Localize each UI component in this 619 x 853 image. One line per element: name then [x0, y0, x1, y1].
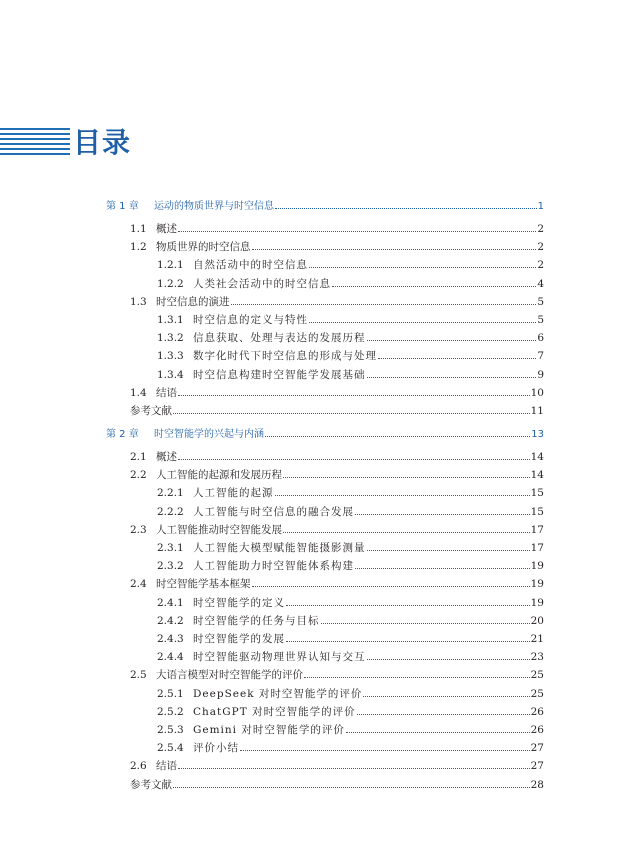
section-title: 参考文献	[130, 405, 172, 417]
section-title: 信息获取、处理与表达的发展历程	[193, 332, 366, 344]
toc-subsection-entry[interactable]	[157, 484, 544, 502]
section-title: 大语言模型对时空智能学的评价	[156, 669, 303, 681]
toc-chapter-entry[interactable]	[106, 426, 544, 444]
dot-leader	[275, 495, 530, 496]
page-number: 6	[537, 332, 544, 344]
page-number: 13	[531, 429, 544, 440]
section-title: 人工智能的起源和发展历程	[156, 469, 282, 481]
page-number: 2	[537, 259, 544, 271]
section-title: 时空智能学的定义	[193, 597, 285, 609]
toc-subsection-entry[interactable]	[157, 739, 544, 757]
section-number: 2.3.1	[157, 542, 184, 554]
page-title: 目录	[73, 126, 132, 159]
dot-leader	[286, 641, 530, 642]
toc-subsection-entry[interactable]	[157, 329, 544, 347]
section-title: 时空智能学基本框架	[156, 578, 251, 590]
section-title: 自然活动中的时空信息	[193, 259, 308, 271]
toc-section-entry[interactable]	[130, 448, 544, 466]
toc-subsection-entry[interactable]	[157, 503, 544, 521]
toc-subsection-entry[interactable]	[157, 685, 544, 703]
section-title: ChatGPT 对时空智能学的评价	[193, 706, 356, 718]
section-title: 时空信息的定义与特性	[193, 314, 308, 326]
section-number: 2.2.1	[157, 487, 184, 499]
toc-section-entry[interactable]	[130, 521, 544, 539]
dot-leader	[357, 714, 530, 715]
page-number: 26	[530, 724, 544, 736]
toc-subsection-entry[interactable]	[157, 594, 544, 612]
page-number: 2	[537, 223, 544, 235]
dot-leader	[286, 605, 530, 606]
section-number: 2.5.2	[157, 706, 184, 718]
section-number: 1.3.4	[157, 369, 184, 381]
dot-leader	[178, 768, 530, 769]
dot-leader	[283, 532, 530, 533]
section-title: 物质世界的时空信息	[156, 241, 251, 253]
page-number: 21	[530, 633, 544, 645]
section-title: 概述	[156, 223, 177, 235]
section-number: 2.5	[130, 669, 147, 681]
section-number: 2.6	[130, 760, 147, 772]
page-number: 23	[530, 651, 544, 663]
toc-subsection-entry[interactable]	[157, 539, 544, 557]
section-number: 2.3	[130, 524, 147, 536]
dot-leader	[309, 267, 536, 268]
section-number: 1.2.2	[157, 278, 184, 290]
section-title: 时空信息构建时空智能学发展基础	[193, 369, 366, 381]
dot-leader	[321, 623, 530, 624]
section-number: 2.5.3	[157, 724, 184, 736]
toc-subsection-entry[interactable]	[157, 557, 544, 575]
dot-leader	[367, 377, 537, 378]
page-number: 11	[530, 405, 544, 417]
section-title: 参考文献	[130, 779, 172, 791]
chapter-title: 时空智能学的兴起与内涵	[154, 429, 264, 440]
page-number: 26	[530, 706, 544, 718]
section-title: 数字化时代下时空信息的形成与处理	[193, 350, 377, 362]
toc-section-entry[interactable]	[130, 238, 544, 256]
section-number: 1.1	[130, 223, 147, 235]
dot-leader	[240, 750, 530, 751]
toc-section-entry[interactable]	[130, 384, 544, 402]
section-title: 时空智能学的发展	[193, 633, 285, 645]
toc-references-entry[interactable]	[130, 776, 544, 794]
section-number: 1.3	[130, 296, 147, 308]
toc-references-entry[interactable]	[130, 402, 544, 420]
chapter-number: 第 1 章	[106, 201, 139, 212]
section-number: 2.5.1	[157, 688, 184, 700]
section-number: 1.3.3	[157, 350, 184, 362]
page-number: 5	[537, 296, 544, 308]
section-number: 1.4	[130, 387, 147, 399]
section-number: 2.4.3	[157, 633, 184, 645]
dot-leader	[378, 358, 536, 359]
section-title: 评价小结	[193, 742, 239, 754]
section-number: 2.5.4	[157, 742, 184, 754]
section-title: Gemini 对时空智能学的评价	[193, 724, 345, 736]
page-number: 17	[530, 524, 544, 536]
toc-subsection-entry[interactable]	[157, 703, 544, 721]
toc-subsection-entry[interactable]	[157, 630, 544, 648]
dot-leader	[275, 208, 537, 209]
toc-subsection-entry[interactable]	[157, 275, 544, 293]
section-title: 结语	[156, 760, 177, 772]
toc-subsection-entry[interactable]	[157, 311, 544, 329]
section-title: 人工智能大模型赋能智能摄影测量	[193, 542, 366, 554]
page-number: 27	[530, 760, 544, 772]
dot-leader	[231, 304, 537, 305]
chapter-number: 第 2 章	[106, 429, 139, 440]
toc-section-entry[interactable]	[130, 466, 544, 484]
dot-leader	[252, 586, 530, 587]
toc-subsection-entry[interactable]	[157, 256, 544, 274]
dot-leader	[367, 659, 530, 660]
section-number: 2.1	[130, 451, 147, 463]
page-number: 28	[530, 779, 544, 791]
section-title: 时空智能驱动物理世界认知与交互	[193, 651, 366, 663]
section-title: 人工智能与时空信息的融合发展	[193, 506, 354, 518]
section-title: DeepSeek 对时空智能学的评价	[193, 688, 363, 700]
dot-leader	[252, 249, 537, 250]
dot-leader	[363, 696, 529, 697]
page-number: 9	[537, 369, 544, 381]
page-number: 14	[530, 451, 544, 463]
dot-leader	[355, 514, 530, 515]
section-title: 人工智能的起源	[193, 487, 274, 499]
section-number: 1.2	[130, 241, 147, 253]
dot-leader	[309, 322, 536, 323]
dot-leader	[265, 436, 530, 437]
page-number: 15	[530, 506, 544, 518]
page-number: 15	[530, 487, 544, 499]
toc-subsection-entry[interactable]	[157, 721, 544, 739]
dot-leader	[283, 477, 530, 478]
page-number: 19	[530, 578, 544, 590]
section-title: 人工智能助力时空智能体系构建	[193, 560, 354, 572]
page-number: 5	[537, 314, 544, 326]
dot-leader	[178, 231, 536, 232]
chapter-title: 运动的物质世界与时空信息	[154, 201, 274, 212]
toc-section-entry[interactable]	[130, 757, 544, 775]
dot-leader	[367, 340, 537, 341]
section-title: 时空信息的演进	[156, 296, 230, 308]
section-title: 人类社会活动中的时空信息	[193, 278, 331, 290]
page-number: 10	[530, 387, 544, 399]
page-number: 1	[537, 201, 544, 212]
section-title: 时空智能学的任务与目标	[193, 615, 320, 627]
dot-leader	[355, 568, 530, 569]
page-number: 7	[537, 350, 544, 362]
toc-section-entry[interactable]	[130, 220, 544, 238]
section-title: 结语	[156, 387, 177, 399]
toc-subsection-entry[interactable]	[157, 347, 544, 365]
toc-subsection-entry[interactable]	[157, 612, 544, 630]
page-number: 25	[530, 688, 544, 700]
dot-leader	[173, 413, 530, 414]
page-number: 25	[530, 669, 544, 681]
section-title: 人工智能推动时空智能发展	[156, 524, 282, 536]
section-number: 2.4.2	[157, 615, 184, 627]
section-number: 2.4	[130, 578, 147, 590]
toc-section-entry[interactable]	[130, 666, 544, 684]
page-number: 19	[530, 560, 544, 572]
toc-section-entry[interactable]	[130, 293, 544, 311]
section-number: 2.4.1	[157, 597, 184, 609]
dot-leader	[332, 286, 536, 287]
page-number: 17	[530, 542, 544, 554]
page-number: 19	[530, 597, 544, 609]
section-number: 2.4.4	[157, 651, 184, 663]
page-number: 27	[530, 742, 544, 754]
section-number: 1.3.2	[157, 332, 184, 344]
dot-leader	[178, 459, 530, 460]
section-number: 2.2.2	[157, 506, 184, 518]
toc-subsection-entry[interactable]	[157, 648, 544, 666]
dot-leader	[346, 732, 530, 733]
toc-subsection-entry[interactable]	[157, 366, 544, 384]
toc-chapter-entry[interactable]	[106, 198, 544, 216]
section-number: 2.3.2	[157, 560, 184, 572]
dot-leader	[367, 550, 530, 551]
page-number: 4	[537, 278, 544, 290]
page-number: 14	[530, 469, 544, 481]
dot-leader	[173, 787, 530, 788]
section-number: 2.2	[130, 469, 147, 481]
page-number: 2	[537, 241, 544, 253]
section-title: 概述	[156, 451, 177, 463]
dot-leader	[304, 677, 530, 678]
section-number: 1.2.1	[157, 259, 184, 271]
dot-leader	[178, 395, 530, 396]
page-number: 20	[530, 615, 544, 627]
toc-section-entry[interactable]	[130, 575, 544, 593]
section-number: 1.3.1	[157, 314, 184, 326]
